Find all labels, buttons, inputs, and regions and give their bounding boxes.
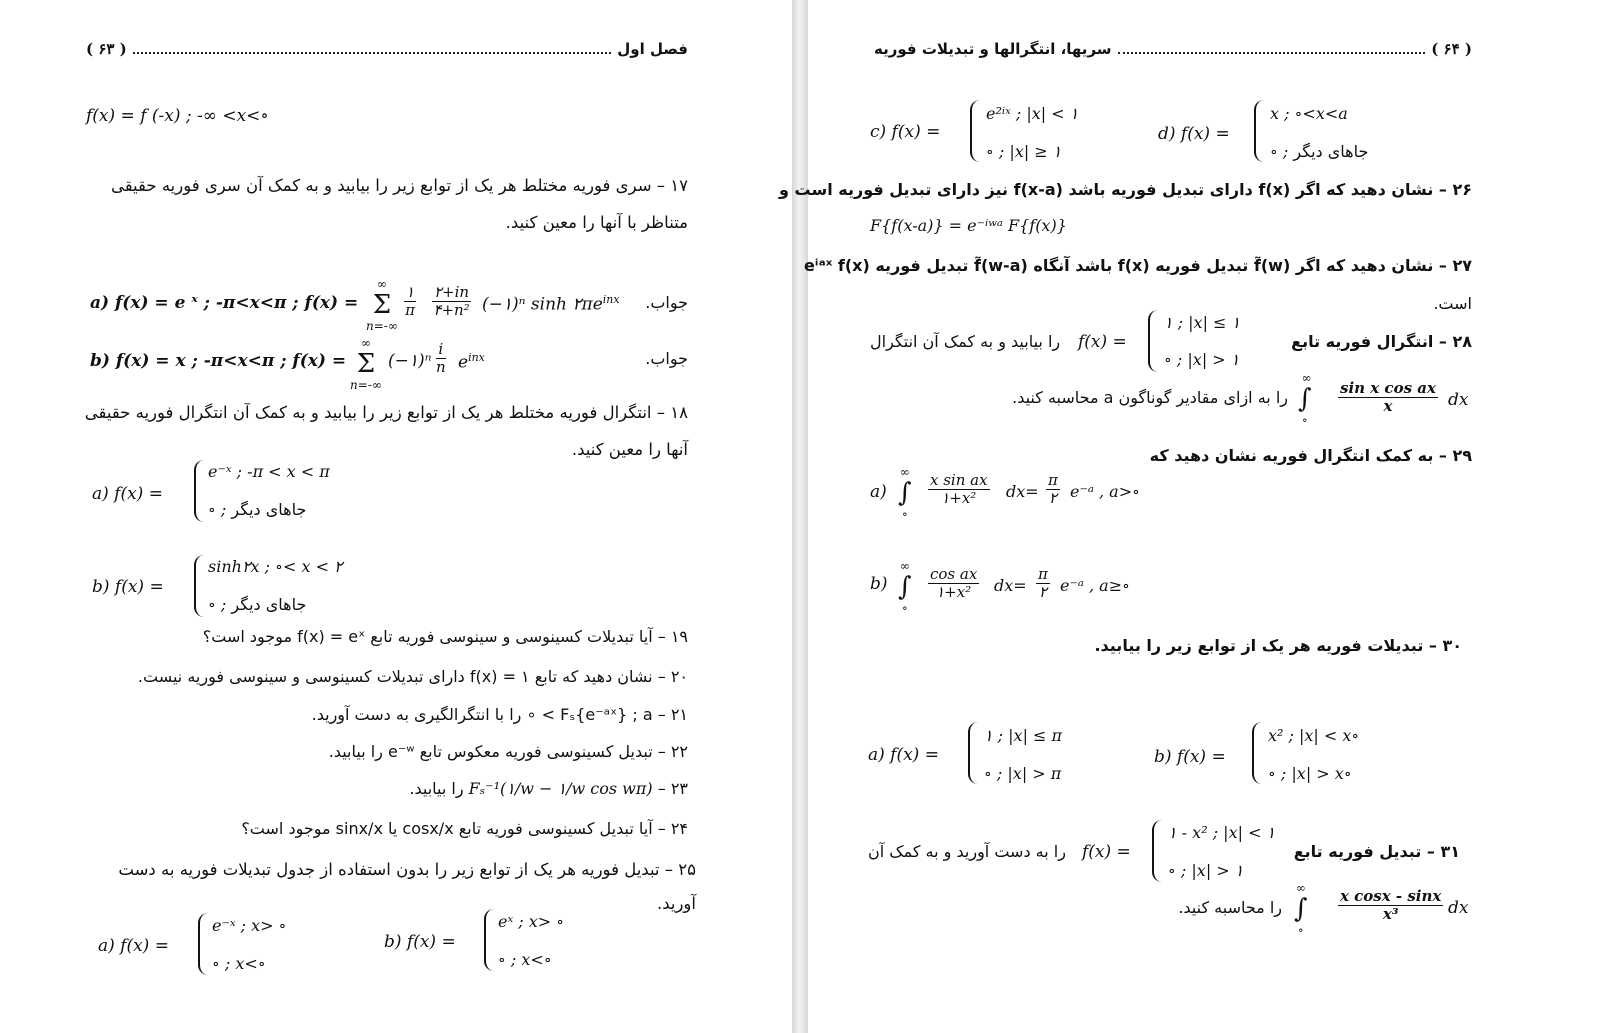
q28-case-1: ۱ ; |x| ≤ ۱ (1164, 313, 1241, 332)
q25-line-1: ۲۵ – تبدیل فوریه هر یک از توابع زیر را بدون استفاده از جدول تبدیلات فوریه به دست (118, 860, 696, 879)
q22: ۲۲ – تبدیل کسینوسی فوریه معکوس تابع e⁻ʷ را بیابید. (328, 742, 688, 761)
q30a-lhs: a) f(x) = (868, 745, 939, 765)
q17b-sigma: ∞ Σ n=-∞ (350, 336, 382, 392)
q28-case-2: ∘ ; |x| > ۱ (1164, 350, 1240, 369)
q29b-end: e⁻ᵃ , a≥∘ (1060, 576, 1130, 595)
book-gutter (792, 0, 808, 1033)
q18a-case-1: e⁻ˣ ; -π < x < π (208, 462, 330, 481)
q28-lhs: f(x) = (1078, 332, 1127, 352)
q28-line-2: را به ازای مقادیر گوناگون a محاسبه کنید. (1012, 388, 1288, 407)
q25-line-2: آورید. (656, 894, 696, 913)
q28-brace (1148, 310, 1162, 372)
q18b-case-1: sinh۲x ; ∘< x < ۲ (208, 557, 343, 576)
q31-line-2: را محاسبه کنید. (1178, 898, 1282, 917)
q27-line-1: ۲۷ – نشان دهید که اگر f̃(w) تبدیل فوریه f(x) باشد آنگاه f̃(w-a) تبدیل فوریه eⁱᵃˣ f(x) (804, 256, 1472, 275)
q30b-brace (1252, 722, 1266, 784)
q30a-brace (968, 722, 982, 784)
q18b-brace (194, 555, 208, 617)
q17a-lhs: a) f(x) = e ˣ ; -π<x<π ; f(x) = (90, 293, 359, 313)
even-function-line: f(x) = f (-x) ; -∞ <x<∘ (86, 106, 269, 126)
q28-dx: dx (1448, 390, 1469, 410)
q24: ۲۴ – آیا تبدیل کسینوسی فوریه تابع cosx/x یا sinx/x موجود است؟ (241, 819, 688, 838)
q29b-integral: ∞ ∫ ∘ (898, 559, 912, 615)
q17a-answer-label: جواب. (645, 293, 688, 312)
q25b-brace (484, 909, 498, 971)
q18-line-2: آنها را معین کنید. (571, 440, 688, 459)
left-chapter-title: فصل اول (617, 40, 688, 58)
d-brace (1254, 100, 1268, 162)
q28-integral: ∞ ∫ ∘ (1298, 371, 1312, 427)
left-page-header (86, 36, 688, 62)
q29: ۲۹ – به کمک انتگرال فوریه نشان دهید که (1149, 446, 1472, 465)
q28-text: ۲۸ – انتگرال فوریه تابع (1291, 332, 1472, 351)
right-page (779, 0, 1600, 1033)
q17a-sigma: ∞ Σ n=-∞ (366, 277, 398, 333)
q17b-lhs: b) f(x) = x ; -π<x<π ; f(x) = (90, 351, 347, 371)
q17-line-2: متناظر با آنها را معین کنید. (505, 213, 688, 232)
c-case-2: ∘ ; |x| ≥ ۱ (986, 142, 1062, 161)
right-chapter-title: سریها، انتگرالها و تبدیلات فوریه (874, 40, 1112, 58)
q25a-brace (198, 913, 212, 975)
q17-line-1: ۱۷ – سری فوریه مختلط هر یک از توابع زیر را بیابید و به کمک آن سری فوریه حقیقی (110, 176, 688, 195)
q30b-case-1: x² ; |x| < x∘ (1268, 726, 1360, 745)
q18a-brace (194, 460, 208, 522)
q18-line-1: ۱۸ – انتگرال فوریه مختلط هر یک از توابع زیر را بیابید و به کمک آن انتگرال فوریه حقیقی (84, 403, 688, 422)
q17b-tail: $e^{inx}$ (458, 351, 485, 373)
q29a-label: a) (870, 482, 887, 502)
right-page-number: ( ۶۴ ) (1431, 40, 1472, 58)
header-dot-leader (1118, 52, 1426, 54)
q30a-case-2: ∘ ; |x| > π (984, 764, 1062, 783)
q25b-case-2: ∘ ; x<∘ (498, 950, 552, 969)
q30b-case-2: ∘ ; |x| > x∘ (1268, 764, 1352, 783)
c-lhs: c) f(x) = (870, 122, 941, 142)
d-lhs: d) f(x) = (1158, 124, 1230, 144)
d-case-2: ∘ ; جاهای دیگر (1270, 142, 1369, 161)
q29a-end: e⁻ᵃ , a>∘ (1070, 482, 1140, 501)
q18b-case-2: ∘ ; جاهای دیگر (208, 595, 307, 614)
q31-integrand: x cosx - sinx x³ (1340, 887, 1442, 923)
q30b-lhs: b) f(x) = (1154, 747, 1226, 767)
q17a-frac2: ۲+in ۴+n² (433, 283, 470, 319)
q25b-lhs: b) f(x) = (384, 932, 456, 952)
q18b-lhs: b) f(x) = (92, 577, 164, 597)
q18a-lhs: a) f(x) = (92, 484, 163, 504)
q31-case-1: ۱ - x² ; |x| < ۱ (1168, 823, 1276, 842)
q25a-case-1: e⁻ˣ ; x> ∘ (212, 916, 287, 935)
q31-case-2: ∘ ; |x| > ۱ (1168, 861, 1244, 880)
q25a-case-2: ∘ ; x<∘ (212, 954, 266, 973)
header-dot-leader (133, 52, 612, 54)
q17b-frac: i n (436, 340, 446, 376)
q29a-integrand: x sin ax ۱+x² (930, 471, 988, 507)
q31-dx: dx (1448, 898, 1469, 918)
q27-line-2: است. (1433, 294, 1472, 313)
q30a-case-1: ۱ ; |x| ≤ π (984, 726, 1063, 745)
q29b-label: b) (870, 574, 888, 594)
q28-integrand: sin x cos ax x (1340, 379, 1436, 415)
q17a-frac1: ۱ π (405, 283, 415, 319)
q25a-lhs: a) f(x) = (98, 936, 169, 956)
q23: ۲۳ – Fₛ⁻¹(۱/w − ۱/w cos wπ) را بیابید. (409, 779, 688, 798)
q31-integral: ∞ ∫ ∘ (1294, 881, 1308, 937)
q20: ۲۰ – نشان دهید که تابع f(x) = ۱ دارای تبدیلات کسینوسی و سینوسی فوریه نیست. (137, 667, 688, 686)
left-page-number: ( ۶۳ ) (86, 40, 127, 58)
q31-tail: را به دست آورید و به کمک آن (868, 842, 1066, 861)
right-page-header (874, 36, 1472, 62)
q29a-dx: dx= (1006, 482, 1039, 501)
q29a-pi-over-two: π ۲ (1048, 471, 1058, 507)
q21: ۲۱ – Fₛ{e⁻ᵃˣ} ; a > ∘ را با انتگرالگیری به دست آورید. (311, 705, 688, 724)
q26-line-1: ۲۶ – نشان دهید که اگر f(x) دارای تبدیل فوریه باشد f(x-a) نیز دارای تبدیل فوریه است و (779, 180, 1472, 199)
q25b-case-1: eˣ ; x> ∘ (498, 912, 565, 931)
q30: ۳۰ – تبدیلات فوریه هر یک از توابع زیر را بیابید. (1094, 636, 1462, 655)
q17b-answer-label: جواب. (645, 349, 688, 368)
c-case-1: e²ⁱˣ ; |x| < ۱ (986, 104, 1079, 123)
q29b-dx: dx= (994, 576, 1027, 595)
q31-text: ۳۱ – تبدیل فوریه تابع (1293, 842, 1460, 861)
q18a-case-2: ∘ ; جاهای دیگر (208, 500, 307, 519)
q19: ۱۹ – آیا تبدیلات کسینوسی و سینوسی فوریه تابع f(x) = eˣ موجود است؟ (202, 627, 688, 646)
q29b-integrand: cos ax ۱+x² (930, 565, 978, 601)
q17a-tail: (−۱)ⁿ $\sinh ۲\pi e^{inx}$ (482, 293, 620, 315)
left-page (0, 0, 792, 1033)
q29a-integral: ∞ ∫ ∘ (898, 465, 912, 521)
c-brace (970, 100, 984, 162)
q31-brace (1152, 820, 1166, 882)
q28-tail: را بیابید و به کمک آن انتگرال (870, 332, 1061, 351)
q26-line-2: F{f(x-a)} = e⁻ⁱʷᵃ F{f(x)} (870, 216, 1067, 235)
d-case-1: x ; ∘<x<a (1270, 104, 1348, 123)
q17b-mid: (−۱)ⁿ (388, 351, 432, 371)
q29b-pi-over-two: π ۲ (1038, 565, 1048, 601)
q31-lhs: f(x) = (1082, 842, 1131, 862)
